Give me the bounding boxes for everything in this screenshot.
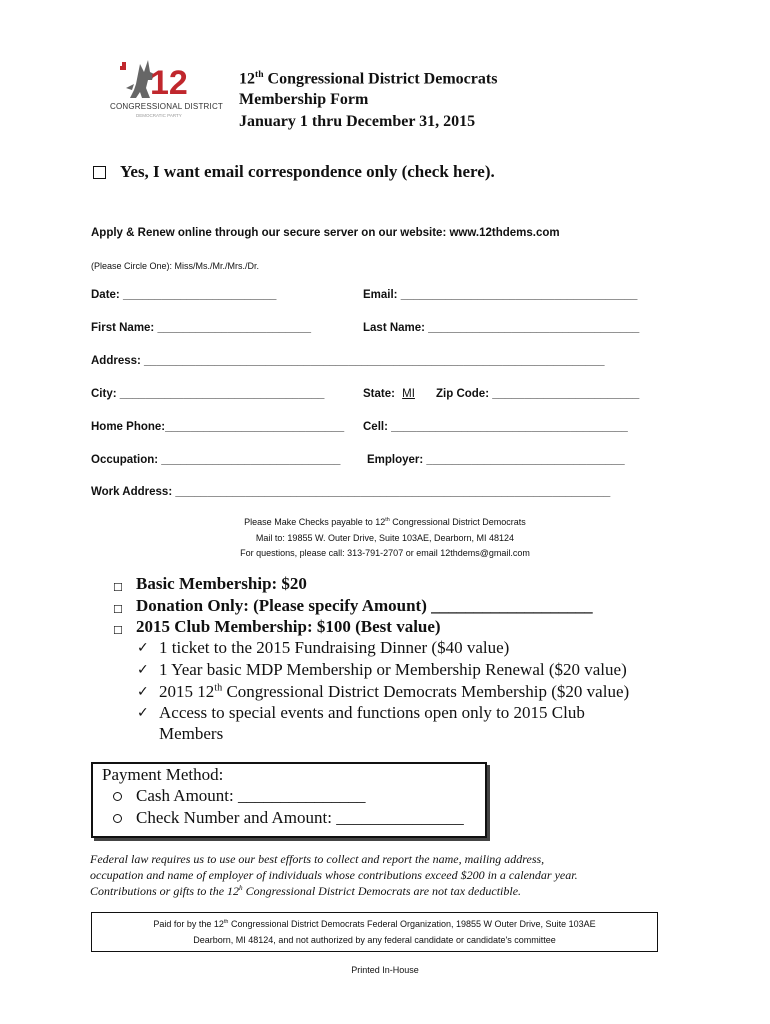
basic-membership-checkbox[interactable]: ☐ [113,581,123,594]
paid-for-post: Congressional District Democrats Federal Organization, 19855 W Outer Drive, Suite 103AE [228,919,596,929]
title-sup: th [255,69,264,80]
zip-field[interactable]: Zip Code: _______________________ [436,388,640,400]
federal-note-line1: Federal law requires us to use our best efforts to collect and report the name, mailing address, [90,852,545,866]
federal-note-line3 [90,884,521,899]
checks-line-sup: th [385,517,390,523]
home-phone-field[interactable]: Home Phone:____________________________ [91,421,345,433]
printed-in-house: Printed In-House [351,965,419,975]
benefit-events-cont: Members [159,724,224,743]
paid-for-line2: Dearborn, MI 48124, and not authorized by any federal candidate or candidate's committee [193,935,556,945]
benefit-events: Access to special events and functions open only to 2015 Club [159,703,585,722]
paid-for-box [91,912,658,952]
benefit-mdp: 1 Year basic MDP Membership or Membership Renewal ($20 value) [159,660,627,679]
email-only-checkbox[interactable] [93,166,106,179]
logo-text: CONGRESSIONAL DISTRICT [110,102,224,111]
cell-field[interactable]: Cell: _____________________________________ [363,421,628,433]
logo-subtext: DEMOCRATIC PARTY [136,113,182,118]
checkmark-icon: ✓ [137,705,149,721]
paid-for-line1 [91,919,658,929]
paid-for-pre: Paid for by the 12 [153,919,224,929]
work-address-field[interactable]: Work Address: ____________________________________________________________________ [91,486,611,498]
federal-note-line2: occupation and name of employer of individuals whose contributions exceed $200 in a calendar year. [90,868,578,882]
state-label: State: [363,388,395,400]
federal-note-sup: h [239,884,243,892]
donation-checkbox[interactable]: ☐ [113,603,123,616]
benefit3-post: Congressional District Democrats Membership ($20 value) [222,682,630,701]
benefit-dinner: 1 ticket to the 2015 Fundraising Dinner ($40 value) [159,638,510,657]
checks-line-post: Congressional District Democrats [389,517,526,527]
email-only-label: Yes, I want email correspondence only (check here). [120,162,495,181]
form-subtitle: Membership Form [239,91,369,108]
title-rest: Congressional District Democrats [263,70,498,88]
donation-label: Donation Only: (Please specify Amount) ___________________ [136,596,593,615]
email-field[interactable]: Email: _____________________________________ [363,289,638,301]
circle-bullet-icon[interactable] [113,792,122,801]
salutation-prompt: (Please Circle One): Miss/Ms./Mr./Mrs./Dr. [91,261,260,271]
club-membership-label: 2015 Club Membership: $100 (Best value) [136,617,441,636]
checkmark-icon: ✓ [137,684,149,700]
form-title [239,69,497,88]
checks-line-pre: Please Make Checks payable to 12 [244,517,386,527]
last-name-field[interactable]: Last Name: _________________________________ [363,322,640,334]
benefit-district-membership [159,682,629,702]
basic-membership-label: Basic Membership: $20 [136,574,307,593]
employer-field[interactable]: Employer: _______________________________ [367,454,625,466]
check-amount-field[interactable]: Check Number and Amount: _______________ [136,808,464,827]
payment-method-title: Payment Method: [102,765,224,784]
occupation-field[interactable]: Occupation: ____________________________ [91,454,341,466]
questions-line: For questions, please call: 313-791-2707 or email 12thdems@gmail.com [240,548,530,558]
form-period: January 1 thru December 31, 2015 [239,113,476,130]
federal-note-pre: Contributions or gifts to the 12 [90,884,240,898]
mail-to-line: Mail to: 19855 W. Outer Drive, Suite 103AE, Dearborn, MI 48124 [255,533,515,543]
first-name-field[interactable]: First Name: ________________________ [91,322,311,334]
logo-number: 12 [150,64,188,102]
state-value: MI [402,388,415,400]
apply-online-text: Apply & Renew online through our secure server on our website: www.12thdems.com [91,227,560,239]
title-ordinal: 12 [239,70,255,88]
federal-note-post: Congressional District Democrats are not tax deductible. [242,884,522,898]
paid-for-sup: th [223,919,229,925]
cash-amount-field[interactable]: Cash Amount: _______________ [136,786,366,805]
city-field[interactable]: City: ________________________________ [91,388,325,400]
benefit3-sup: th [214,682,223,694]
checkmark-icon: ✓ [137,640,149,656]
circle-bullet-icon[interactable] [113,814,122,823]
organization-logo [106,54,224,124]
date-field[interactable]: Date: ________________________ [91,289,277,301]
checks-payable-line [0,517,770,527]
state-field[interactable] [363,388,415,400]
benefit3-pre: 2015 12 [159,682,215,701]
club-membership-checkbox[interactable]: ☐ [113,624,123,637]
checkmark-icon: ✓ [137,662,149,678]
address-field[interactable]: Address: ________________________________________________________________________ [91,355,605,367]
